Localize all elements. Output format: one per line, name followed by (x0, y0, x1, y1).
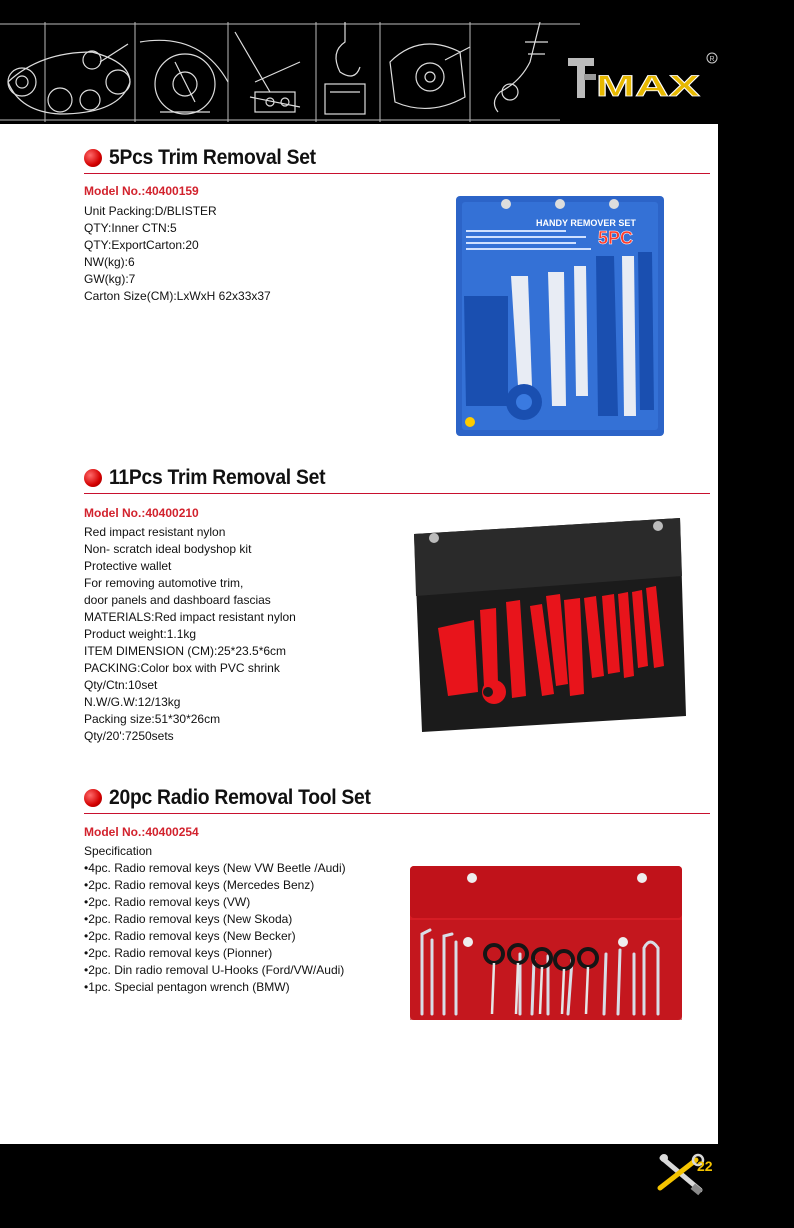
product-section-3 (0, 784, 718, 1084)
engine-belt-sketch (8, 44, 130, 114)
package-badge: 5PC (598, 228, 634, 248)
page-number: 22 (697, 1158, 713, 1174)
product-title: 20pc Radio Removal Tool Set (109, 786, 371, 809)
spec-list (84, 524, 296, 745)
puller-sketch (235, 32, 300, 112)
svg-text:R: R (709, 56, 715, 63)
spec-list (84, 843, 346, 996)
spec-line: •2pc. Radio removal keys (New Becker) (84, 929, 296, 943)
model-number: Model No.:40400159 (84, 184, 199, 198)
product-photo-tool-wallet (408, 516, 688, 736)
footer (0, 1144, 794, 1228)
tmax-logo (566, 44, 722, 106)
section-heading (84, 144, 334, 172)
spec-line: Qty/20':7250sets (84, 729, 174, 743)
spec-line: Red impact resistant nylon (84, 525, 226, 539)
header (0, 0, 794, 124)
red-bullet-icon (84, 469, 102, 487)
svg-text:MAX: MAX (596, 70, 700, 103)
heading-rule (84, 173, 710, 174)
spec-line: Product weight:1.1kg (84, 627, 197, 641)
spec-line: MATERIALS:Red impact resistant nylon (84, 610, 296, 624)
spec-line: Carton Size(CM):LxWxH 62x33x37 (84, 289, 271, 303)
spec-line: NW(kg):6 (84, 255, 135, 269)
product-title: 11Pcs Trim Removal Set (109, 466, 326, 489)
caliper-sketch (390, 44, 470, 108)
header-illustration-strip (0, 22, 580, 122)
spec-line: GW(kg):7 (84, 272, 136, 286)
product-photo-blister-pack (456, 196, 664, 436)
product-section-2 (0, 464, 718, 764)
section-heading (84, 784, 393, 812)
product-title: 5Pcs Trim Removal Set (109, 146, 316, 169)
spec-line: •2pc. Radio removal keys (Mercedes Benz) (84, 878, 315, 892)
red-bullet-icon (84, 789, 102, 807)
spec-line: •2pc. Radio removal keys (VW) (84, 895, 251, 909)
model-number: Model No.:40400210 (84, 506, 199, 520)
spec-line: •2pc. Radio removal keys (New Skoda) (84, 912, 293, 926)
spec-line: Specification (84, 844, 153, 858)
chain-sketch (494, 22, 548, 112)
spec-line: PACKING:Color box with PVC shrink (84, 661, 280, 675)
spec-line: Non- scratch ideal bodyshop kit (84, 542, 252, 556)
spec-line: QTY:Inner CTN:5 (84, 221, 177, 235)
right-sidebar (718, 124, 794, 1144)
spec-line: •2pc. Radio removal keys (Pionner) (84, 946, 273, 960)
spec-list (84, 203, 271, 305)
spec-line: For removing automotive trim, (84, 576, 244, 590)
spec-line: N.W/G.W:12/13kg (84, 695, 181, 709)
wheel-hub-sketch (140, 40, 228, 114)
heading-rule (84, 813, 710, 814)
spec-line: QTY:ExportCarton:20 (84, 238, 199, 252)
product-section-1 (0, 144, 718, 444)
spec-line: •1pc. Special pentagon wrench (BMW) (84, 980, 290, 994)
spec-line: ITEM DIMENSION (CM):25*23.5*6cm (84, 644, 287, 658)
spec-line: Qty/Ctn:10set (84, 678, 158, 692)
product-photo-radio-tool-pouch (408, 864, 684, 1022)
spec-line: Protective wallet (84, 559, 172, 573)
spec-line: door panels and dashboard fascias (84, 593, 271, 607)
spec-line: Packing size:51*30*26cm (84, 712, 221, 726)
hook-sketch (325, 22, 365, 114)
spec-line: •2pc. Din radio removal U-Hooks (Ford/VW/Audi) (84, 963, 345, 977)
model-number: Model No.:40400254 (84, 825, 199, 839)
heading-rule (84, 493, 710, 494)
spec-line: •4pc. Radio removal keys (New VW Beetle /Audi) (84, 861, 346, 875)
red-bullet-icon (84, 149, 102, 167)
section-heading (84, 464, 344, 492)
spec-line: Unit Packing:D/BLISTER (84, 204, 217, 218)
package-label: HANDY REMOVER SET (536, 218, 636, 228)
